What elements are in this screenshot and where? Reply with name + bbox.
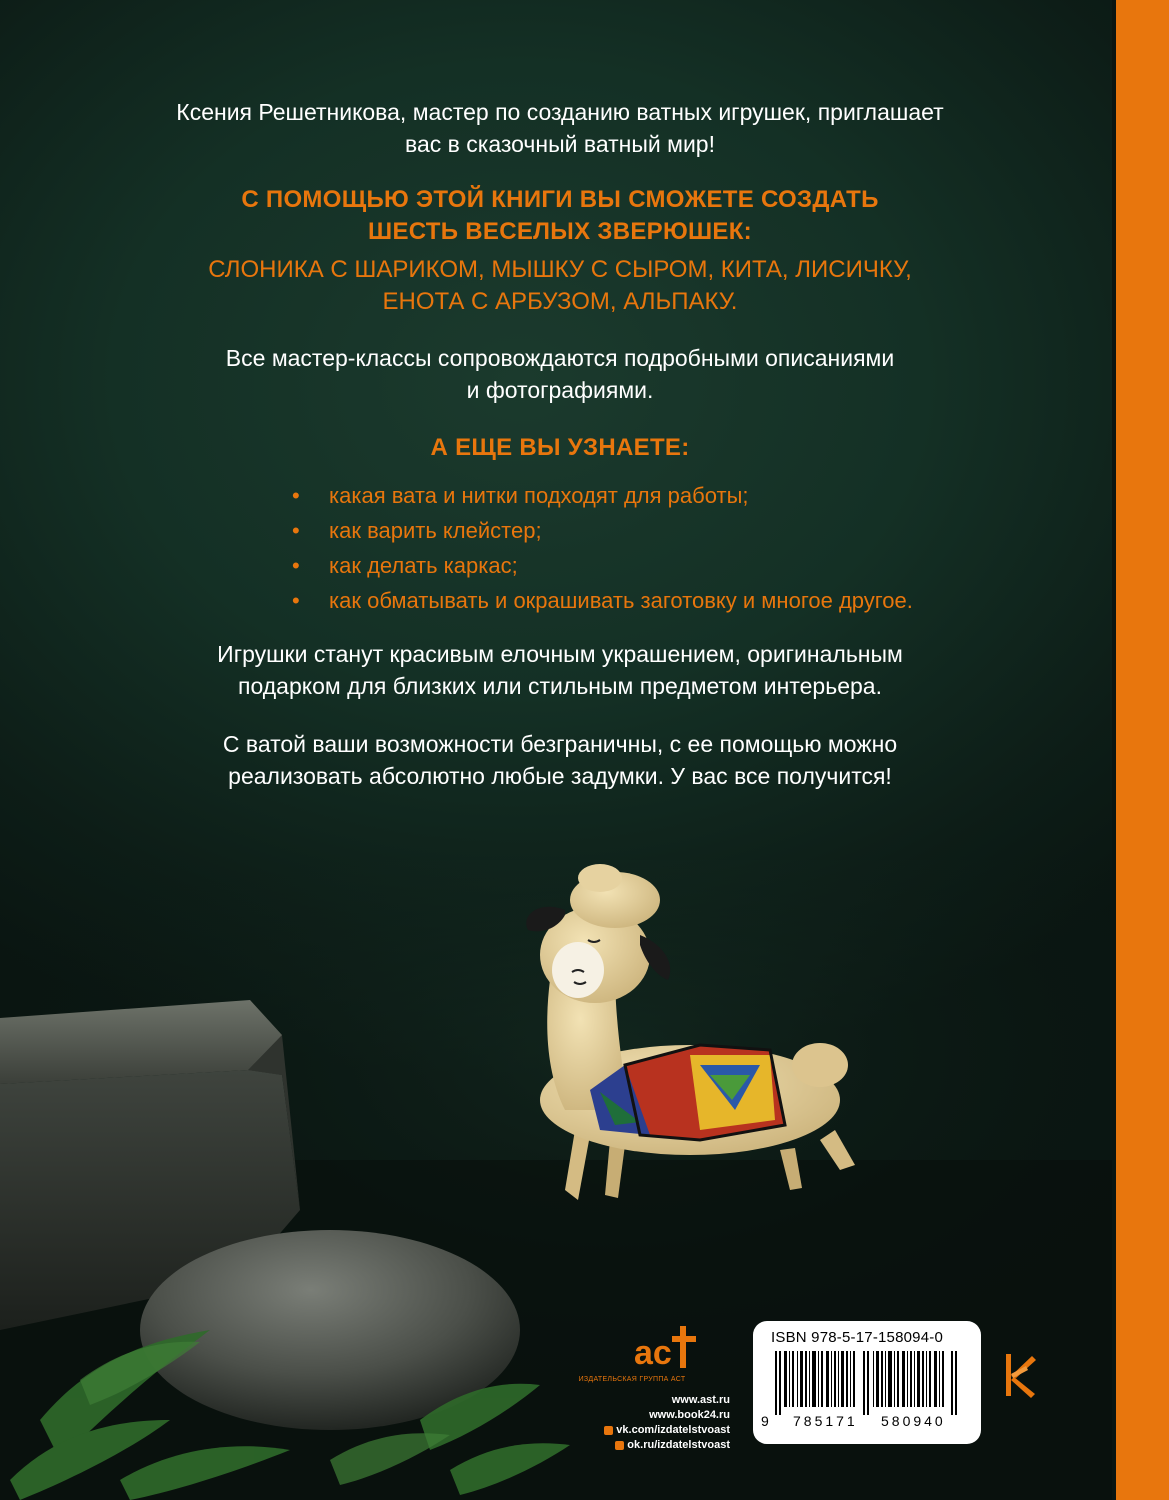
usage-paragraph xyxy=(100,638,1020,702)
orange-spine-strip xyxy=(1116,0,1169,1500)
barcode-digit-group1: 785171 xyxy=(793,1413,858,1429)
publisher-logo-text: ac xyxy=(634,1334,672,1372)
paragraph-line: реализовать абсолютно любые задумки. У вас все получится! xyxy=(228,763,892,789)
ok-icon xyxy=(615,1441,624,1450)
list-item xyxy=(292,513,913,548)
intro-line: Ксения Решетникова, мастер по созданию ватных игрушек, приглашает xyxy=(176,99,944,125)
link-ast[interactable]: www.ast.ru xyxy=(671,1394,730,1406)
paragraph-line: Все мастер-классы сопровождаются подробными описаниями xyxy=(225,345,895,371)
intro-line: вас в сказочный ватный мир! xyxy=(405,131,715,157)
bullet-icon: • xyxy=(292,518,300,543)
link-vk-text: vk.com/izdatelstvoast xyxy=(616,1424,730,1436)
paragraph-line: С ватой ваши возможности безграничны, с ее помощью можно xyxy=(222,731,898,757)
list-item xyxy=(292,478,913,513)
list-item-text: как делать каркас; xyxy=(329,553,518,578)
paragraph-line: Игрушки станут красивым елочным украшением, оригинальным xyxy=(217,641,903,667)
learn-heading: А ЕЩЕ ВЫ УЗНАЕТЕ: xyxy=(430,434,690,461)
isbn-text: ISBN 978-5-17-158094-0 xyxy=(771,1329,944,1346)
publisher-logo xyxy=(628,1316,708,1376)
link-vk[interactable] xyxy=(560,1423,730,1438)
headline-line: ЕНОТА С АРБУЗОМ, АЛЬПАКУ. xyxy=(382,288,738,315)
headline-line: СЛОНИКА С ШАРИКОМ, МЫШКУ С СЫРОМ, КИТА, ЛИСИЧКУ, xyxy=(208,256,912,283)
publisher-k-logo xyxy=(1000,1350,1040,1400)
closing-paragraph xyxy=(100,728,1020,792)
barcode-icon xyxy=(775,1351,959,1415)
barcode-panel xyxy=(753,1321,981,1444)
bullet-icon: • xyxy=(292,553,300,578)
learn-list xyxy=(292,478,913,618)
headline-line: ШЕСТЬ ВЕСЕЛЫХ ЗВЕРЮШЕК: xyxy=(368,218,752,245)
list-item xyxy=(292,548,913,583)
barcode-digit-group2: 580940 xyxy=(881,1413,946,1429)
intro-paragraph xyxy=(100,96,1020,160)
list-item-text: как варить клейстер; xyxy=(329,518,542,543)
publisher-links xyxy=(560,1393,730,1453)
headline-bold xyxy=(100,184,1020,248)
list-item-text: как обматывать и окрашивать заготовку и многое другое. xyxy=(329,588,913,613)
publisher-name: ИЗДАТЕЛЬСКАЯ ГРУППА АСТ xyxy=(578,1376,686,1383)
paragraph-line: и фотографиями. xyxy=(466,377,654,403)
vk-icon xyxy=(604,1426,613,1435)
headline-line: С ПОМОЩЬЮ ЭТОЙ КНИГИ ВЫ СМОЖЕТЕ СОЗДАТЬ xyxy=(241,186,879,213)
bullet-icon: • xyxy=(292,483,300,508)
link-ok-text: ok.ru/izdatelstvoast xyxy=(627,1439,730,1451)
list-item-text: какая вата и нитки подходят для работы; xyxy=(329,483,749,508)
paragraph-line: подарком для близких или стильным предметом интерьера. xyxy=(238,673,882,699)
bullet-icon: • xyxy=(292,588,300,613)
headline-animals xyxy=(100,254,1020,318)
description-paragraph xyxy=(100,342,1020,406)
list-item xyxy=(292,583,913,618)
link-book24[interactable]: www.book24.ru xyxy=(649,1409,730,1421)
barcode-digit-first: 9 xyxy=(761,1413,769,1429)
link-ok[interactable] xyxy=(560,1438,730,1453)
